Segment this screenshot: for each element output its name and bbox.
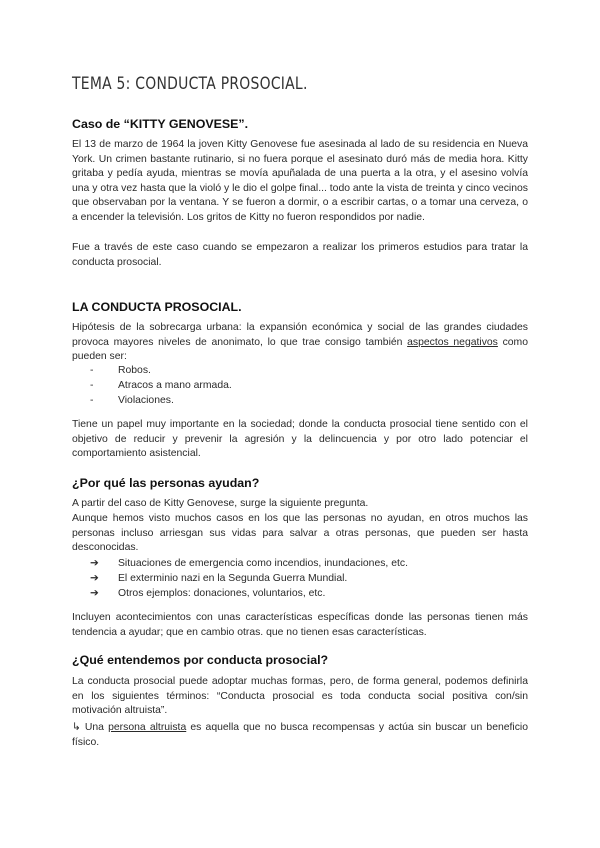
persona-altruista-underlined: persona altruista [108,722,187,733]
altruista-text-after: es aquella que no busca recompensas y actúa sin buscar un beneficio físico. [72,722,529,748]
list-item [90,363,232,378]
porque-list [90,556,408,601]
arrow-icon: ➔ [90,588,99,599]
list-item-text: Otros ejemplos: donaciones, voluntarios, etc. [118,588,326,599]
altruista-paragraph [72,721,528,750]
porque-heading: ¿Por qué las personas ayudan? [72,476,260,490]
conducta-importance-paragraph: Tiene un papel muy importante en la sociedad; donde la conducta prosocial tiene sentido con el objetivo de reducir y prevenir la agresión y la delincuencia y por otro lado potenciar el comportamiento asistencial. [72,419,528,460]
page-title: TEMA 5: CONDUCTA PROSOCIAL. [72,74,308,94]
arrow-icon: ➔ [90,558,99,569]
porque-paragraph: Aunque hemos visto muchos casos en los que las personas no ayudan, en otros muchos las personas incluso arriesgan sus vidas para salvar a otras personas, que pueden ser hasta desconocidas. [72,513,528,554]
conducta-text-before: Hipótesis de la sobrecarga urbana: la expansión económica y social de las grandes ciudades provoca mayores niveles de anonimato, lo que trae consigo también [72,322,528,348]
entendemos-heading: ¿Qué entendemos por conducta prosocial? [72,653,329,667]
list-item-text: El exterminio nazi en la Segunda Guerra Mundial. [118,573,348,584]
dash-marker: - [90,380,94,391]
list-item-text: Atracos a mano armada. [118,380,232,391]
conducta-list [90,363,232,408]
list-item-text: Robos. [118,365,151,376]
entendemos-paragraph: La conducta prosocial puede adoptar muchas formas, pero, de forma general, podemos definirla en los siguientes términos: “Conducta prosocial es toda conducta social positiva con/sin motivación altruista”. [72,676,528,717]
porque-intro: A partir del caso de Kitty Genovese, surge la siguiente pregunta. [72,498,369,509]
aspectos-negativos-underlined: aspectos negativos [407,336,498,348]
list-item [90,571,408,586]
porque-conclusion: Incluyen acontecimientos con unas características específicas donde las personas tienen más tendencia a ayudar; que en cambio otras. que no tienen esas características. [72,612,528,638]
caso-heading: Caso de “KITTY GENOVESE”. [72,117,249,131]
caso-paragraph: El 13 de marzo de 1964 la joven Kitty Genovese fue asesinada al lado de su residencia en Nueva York. Un crimen bastante rutinario, si no fuera porque el asesinato duró más de media hora. Kitty gritaba y pedía ayuda, mientras se movía apuñalada de una puerta a la otra, y el asesino volvía una y otra vez hasta que la violó y le dio el golpe final... todo ante la vista de treinta y cinco vecinos que observaban por la ventana. Y se fueron a dormir, o a escribir cartas, o a tomar una cerveza, o a encender la televisión. Los gritos de Kitty no fueron respondidos por nadie. [72,139,528,223]
conducta-paragraph [72,321,528,365]
dash-marker: - [90,395,94,406]
list-item [90,393,232,408]
altruista-prefix: ↳ Una [72,722,109,733]
conducta-text-after: como pueden ser: [72,336,528,363]
list-item [90,586,408,601]
caso-conclusion: Fue a través de este caso cuando se empezaron a realizar los primeros estudios para tratar la conducta prosocial. [72,242,528,268]
list-item [90,556,408,571]
arrow-icon: ➔ [90,573,99,584]
dash-marker: - [90,365,94,376]
list-item [90,378,232,393]
list-item-text: Situaciones de emergencia como incendios, inundaciones, etc. [118,558,408,569]
list-item-text: Violaciones. [118,395,174,406]
conducta-heading: LA CONDUCTA PROSOCIAL. [72,300,242,314]
